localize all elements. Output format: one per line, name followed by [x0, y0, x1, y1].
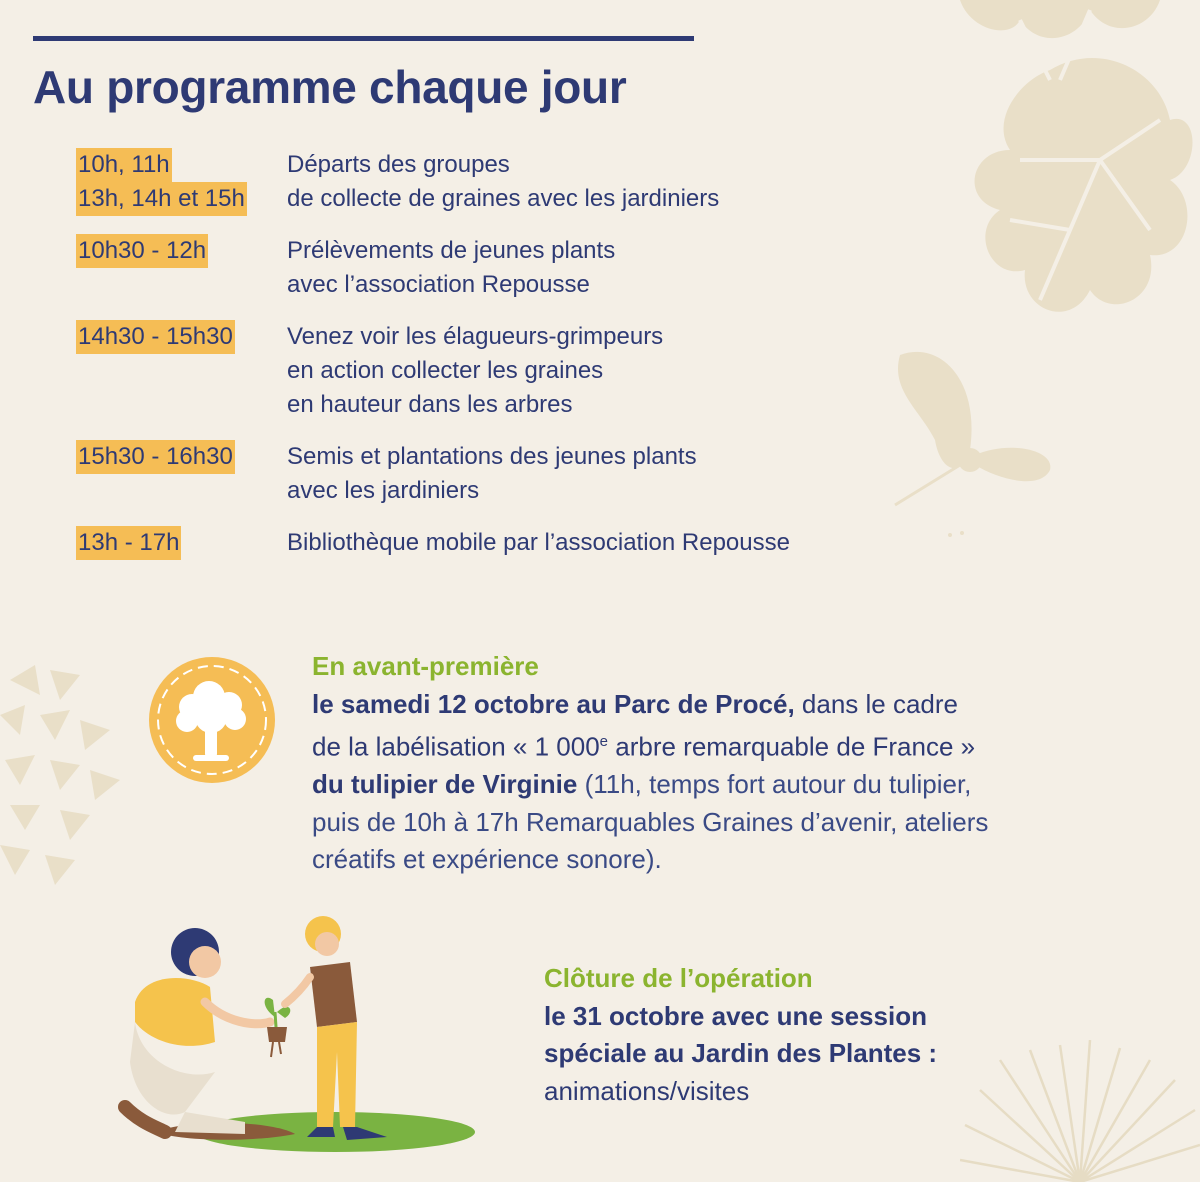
header-rule: [33, 36, 694, 41]
time-label: 13h, 14h et 15h: [76, 182, 247, 216]
time-label: 15h30 - 16h30: [76, 440, 235, 474]
cloture-block: Clôture de l’opération le 31 octobre avec une session spéciale au Jardin des Plantes : animations/visites: [544, 960, 1104, 1110]
time-slot: [76, 440, 287, 474]
time-slot: [76, 320, 287, 354]
schedule-row: [76, 440, 956, 508]
pine-cone-decor: [0, 660, 130, 900]
activity-description: Bibliothèque mobile par l’association Repousse: [287, 529, 790, 556]
time-slot: [76, 234, 287, 268]
time-label: 14h30 - 15h30: [76, 320, 235, 354]
avant-premiere-heading: En avant-première: [312, 651, 539, 681]
activity-description: Départs des groupes de collecte de graines avec les jardiniers: [287, 151, 720, 212]
schedule-list: [76, 148, 956, 578]
page-title: Au programme chaque jour: [33, 61, 627, 113]
avant-premiere-block: En avant-première le samedi 12 octobre au Parc de Procé, dans le cadre de la labélisation « 1 000e arbre remarquable de France » du tulipier de Virginie (11h, temps fort autour du tulipier, puis de 10h à 17h Remarquables Graines d’avenir, ateliers créatifs et expérience sonore).: [312, 648, 1172, 879]
time-label: 10h, 11h: [76, 148, 172, 182]
cloture-heading: Clôture de l’opération: [544, 963, 813, 993]
activity-description: Venez voir les élagueurs-grimpeurs en action collecter les graines en hauteur dans les arbres: [287, 323, 664, 418]
schedule-row: [76, 148, 956, 216]
time-slot: [76, 526, 287, 560]
schedule-row: [76, 234, 956, 302]
activity-description: Semis et plantations des jeunes plants avec les jardiniers: [287, 443, 697, 504]
activity-description: Prélèvements de jeunes plants avec l’association Repousse: [287, 237, 616, 298]
avant-premiere-date: le samedi 12 octobre au Parc de Procé,: [312, 688, 795, 719]
time-label: 13h - 17h: [76, 526, 181, 560]
schedule-row: [76, 320, 956, 422]
schedule-row: [76, 526, 956, 560]
time-label: 10h30 - 12h: [76, 234, 208, 268]
time-slot: [76, 148, 287, 216]
gardening-illustration: [95, 912, 495, 1162]
tree-medal-icon: [147, 655, 277, 785]
